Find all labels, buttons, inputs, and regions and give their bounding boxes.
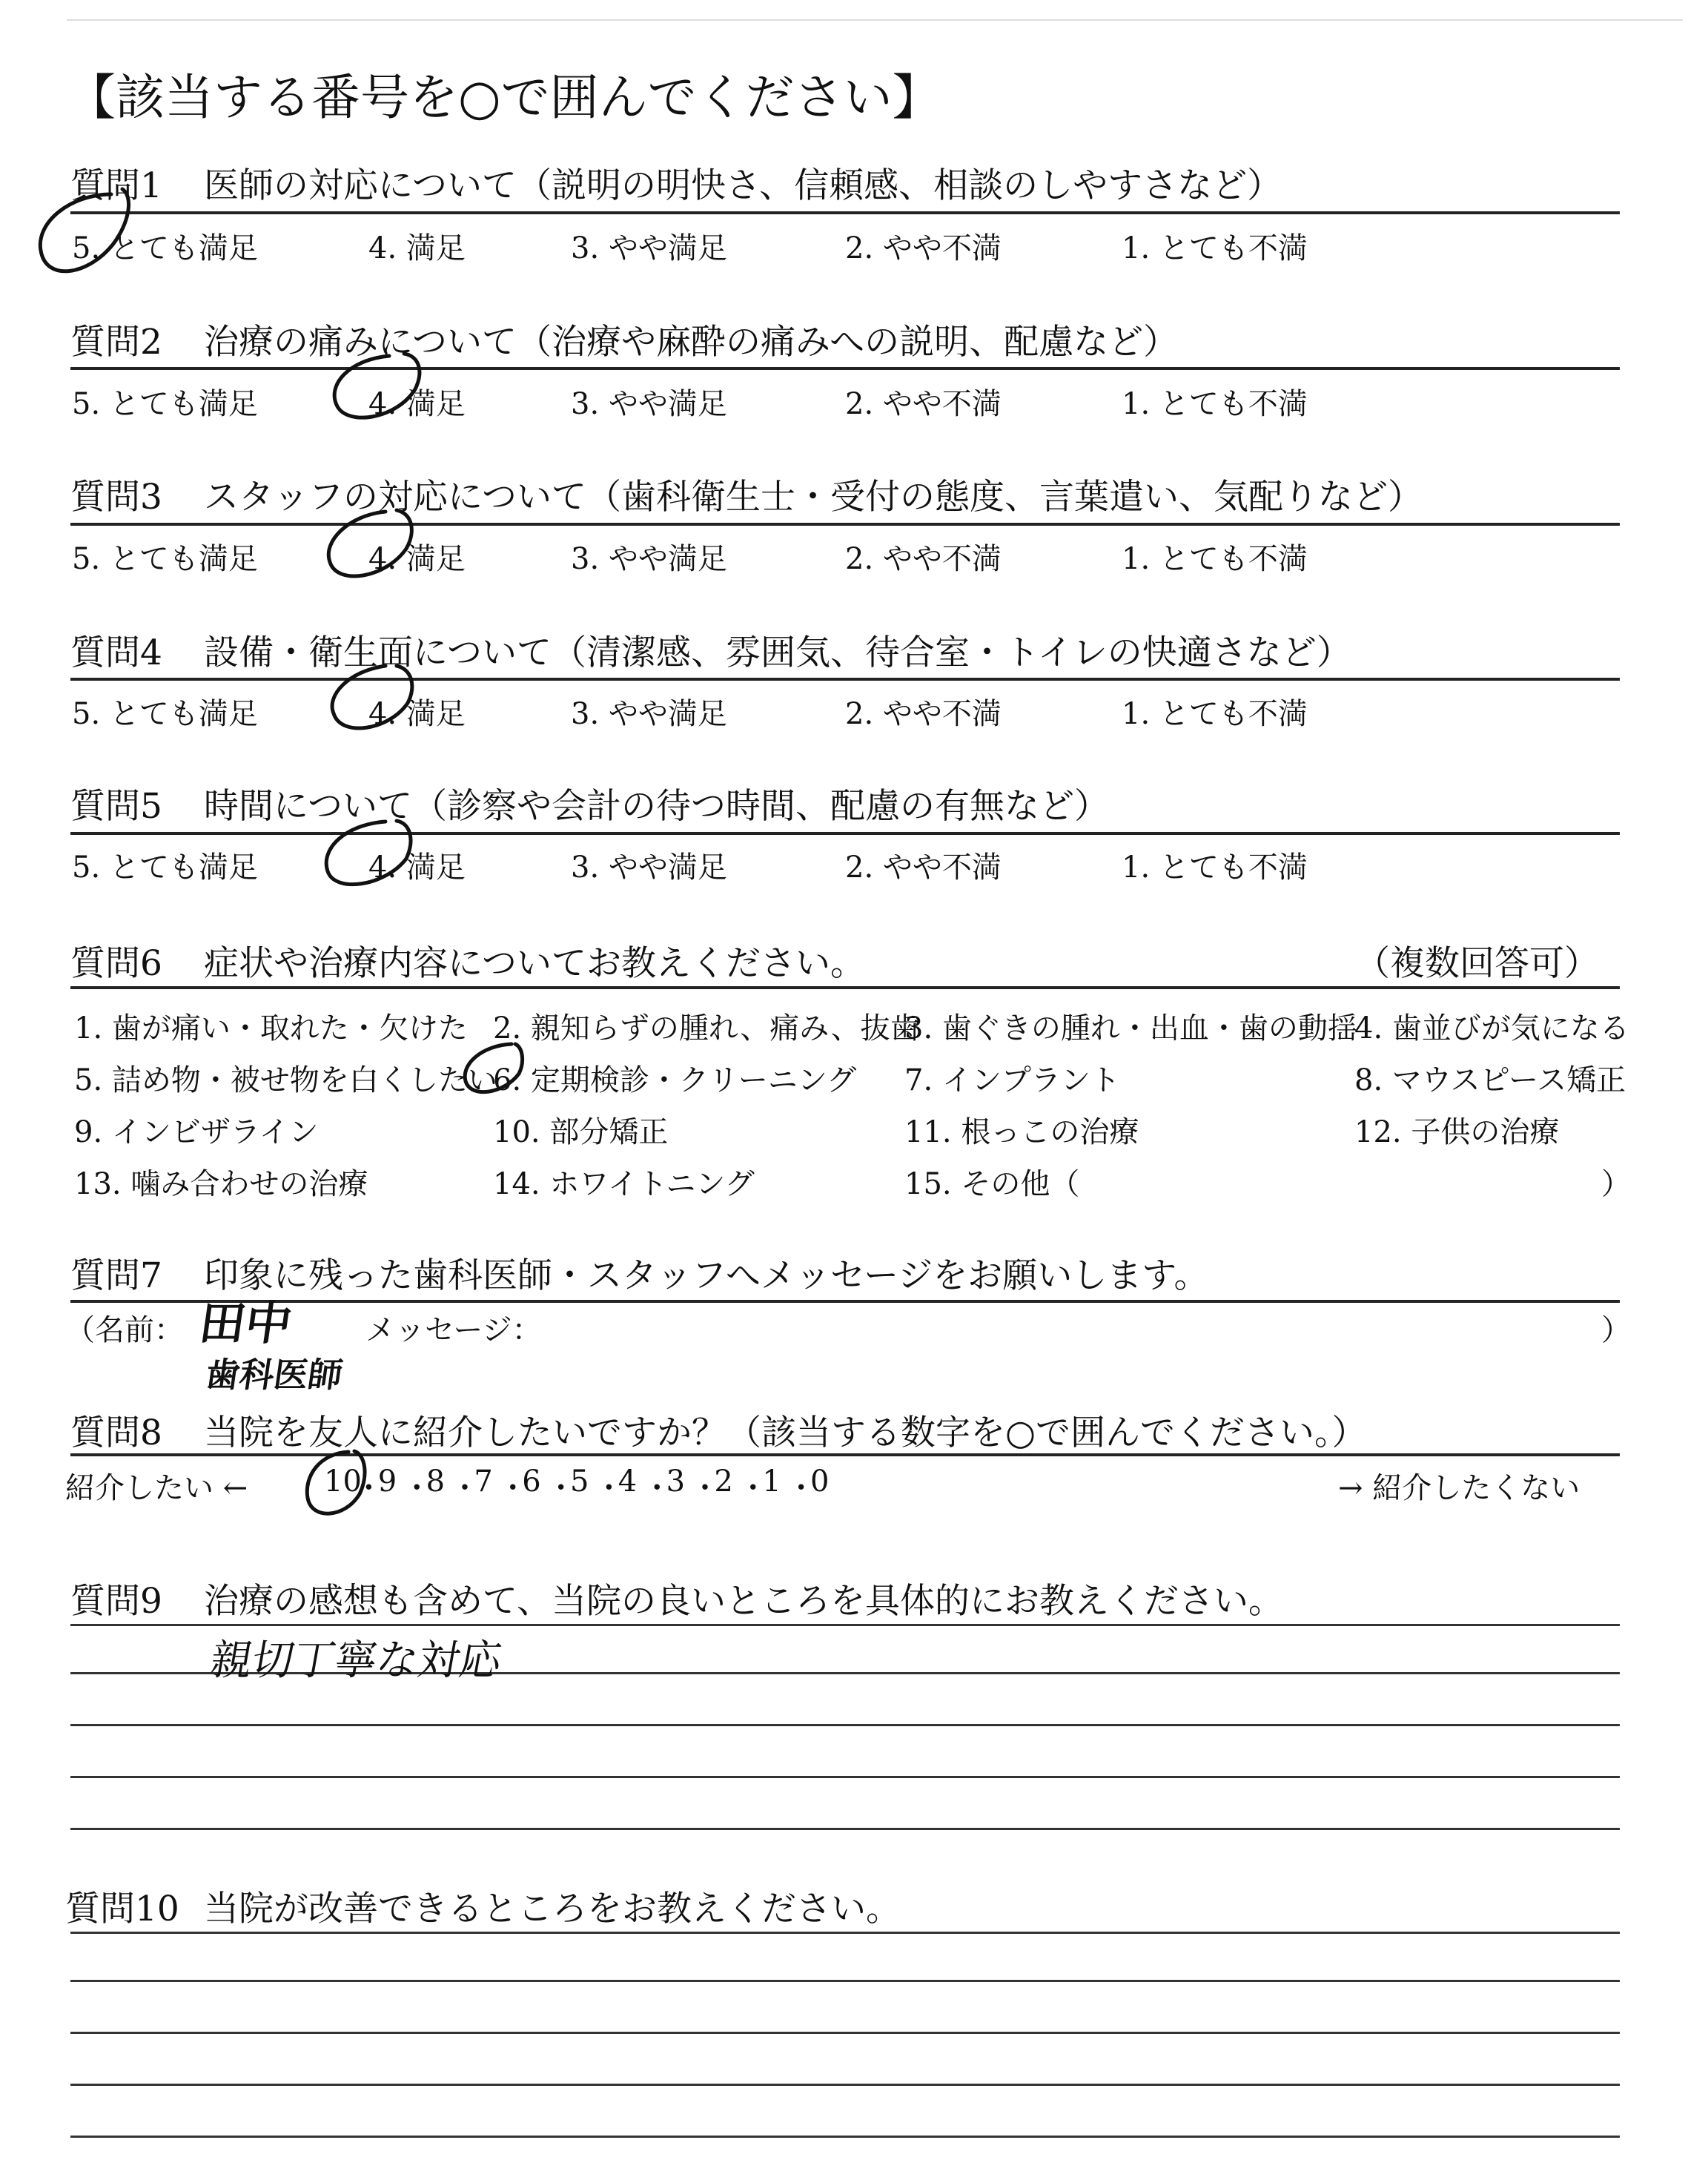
q4-opt-4[interactable]: 4. 満足 [368,697,466,731]
scale-separator: ・ [402,1471,432,1505]
q7-rule [70,1300,1620,1303]
scale-value-7[interactable]: 7 [474,1464,493,1499]
scale-value-9[interactable]: 9 [377,1464,397,1499]
q5-text: 時間について（診察や会計の待つ時間、配慮の有無など） [204,786,1110,827]
page-title: 【該当する番号を○で囲んでください】 [67,69,941,126]
q4-opt-3[interactable]: 3. やや満足 [571,697,727,731]
q10-text: 当院が改善できるところをお教えください。 [204,1889,901,1929]
q9-line-5 [70,1828,1620,1830]
q6-item-12[interactable]: 12. 子供の治療 [1354,1115,1560,1149]
q6-item-6[interactable]: 6. 定期検診・クリーニング [493,1063,857,1097]
q3-rule [70,523,1620,526]
scale-separator: ・ [450,1471,480,1505]
q3-opt-3[interactable]: 3. やや満足 [571,542,727,576]
q5-opt-4[interactable]: 4. 満足 [368,851,466,885]
q1-opt-2[interactable]: 2. やや不満 [845,231,1002,265]
scale-separator: ・ [738,1471,768,1505]
q4-text: 設備・衛生面について（清潔感、雰囲気、待合室・トイレの快適さなど） [204,633,1351,673]
scale-separator: ・ [690,1471,720,1505]
q5-opt-3[interactable]: 3. やや満足 [571,851,727,885]
q2-opt-4[interactable]: 4. 満足 [368,387,466,421]
scale-separator: ・ [786,1471,816,1505]
q1-label: 質問1 [70,165,162,206]
q6-label: 質問6 [70,943,162,984]
q4-opt-1[interactable]: 1. とても不満 [1122,697,1308,731]
q4-opt-2[interactable]: 2. やや不満 [845,697,1002,731]
scale-value-4[interactable]: 4 [618,1464,638,1499]
scale-value-3[interactable]: 3 [666,1464,686,1499]
q3-opt-5[interactable]: 5. とても満足 [72,542,258,576]
q6-item-15-close: ） [1601,1167,1631,1201]
q8-left-label: 紹介したい ← [65,1471,248,1505]
q5-rule [70,832,1620,835]
q10-label: 質問10 [65,1889,179,1929]
q10-line-2 [70,1980,1620,1982]
q2-opt-2[interactable]: 2. やや不満 [845,387,1002,421]
scale-value-5[interactable]: 5 [570,1464,589,1499]
q10-line-4 [70,2084,1620,2086]
scale-separator: ・ [546,1471,576,1505]
q6-item-15[interactable]: 15. その他（ [904,1167,1080,1201]
q5-opt-2[interactable]: 2. やや不満 [845,851,1002,885]
q6-item-8[interactable]: 8. マウスピース矯正 [1354,1063,1626,1097]
q6-item-9[interactable]: 9. インビザライン [74,1115,319,1149]
q6-item-5[interactable]: 5. 詰め物・被せ物を白くしたい [74,1063,497,1097]
q4-opt-5[interactable]: 5. とても満足 [72,697,258,731]
q10-line-3 [70,2032,1620,2034]
q3-opt-1[interactable]: 1. とても不満 [1122,542,1308,576]
q1-opt-4[interactable]: 4. 満足 [368,231,466,265]
scale-value-1[interactable]: 1 [762,1464,781,1499]
q9-line-4 [70,1776,1620,1778]
q8-rule [70,1453,1620,1456]
q7-name-label: （名前： [65,1313,184,1347]
scale-separator: ・ [354,1471,384,1505]
q2-opt-1[interactable]: 1. とても不満 [1122,387,1308,421]
q9-label: 質問9 [70,1581,162,1622]
scale-separator: ・ [497,1471,528,1505]
q7-text: 印象に残った歯科医師・スタッフへメッセージをお願いします。 [204,1255,1209,1296]
q5-label: 質問5 [70,786,162,827]
q2-label: 質問2 [70,322,162,363]
q3-text: スタッフの対応について（歯科衛生士・受付の態度、言葉遣い、気配りなど） [204,477,1423,518]
q9-line-1 [70,1624,1620,1626]
q9-line-3 [70,1724,1620,1726]
q9-text: 治療の感想も含めて、当院の良いところを具体的にお教えください。 [204,1581,1284,1622]
q6-note: （複数回答可） [1355,943,1599,984]
q2-rule [70,367,1620,370]
q4-rule [70,678,1620,681]
q1-rule [70,211,1620,214]
q4-label: 質問4 [70,633,162,673]
q6-item-14[interactable]: 14. ホワイトニング [493,1167,755,1201]
scale-value-0[interactable]: 0 [810,1464,830,1499]
q6-item-11[interactable]: 11. 根っこの治療 [904,1115,1139,1149]
q1-opt-3[interactable]: 3. やや満足 [571,231,727,265]
q6-item-1[interactable]: 1. 歯が痛い・取れた・欠けた [74,1011,468,1046]
q8-text: 当院を友人に紹介したいですか？（該当する数字を○で囲んでください。） [204,1413,1367,1453]
q5-opt-1[interactable]: 1. とても不満 [1122,851,1308,885]
q6-item-10[interactable]: 10. 部分矯正 [493,1115,669,1149]
handwritten-role: 歯科医師 [202,1355,345,1395]
q7-message-label: メッセージ： [365,1313,542,1347]
q7-close: ） [1601,1313,1631,1347]
q1-opt-1[interactable]: 1. とても不満 [1122,231,1308,265]
q10-line-5 [70,2136,1620,2138]
q8-right-label: → 紹介したくない [1338,1471,1580,1505]
scale-value-10[interactable]: 10 [324,1464,362,1499]
q9-answer[interactable]: 親切丁寧な対応 [206,1636,506,1685]
q2-text: 治療の痛みについて（治療や麻酔の痛みへの説明、配慮など） [204,322,1179,363]
scale-value-2[interactable]: 2 [714,1464,733,1499]
q6-item-7[interactable]: 7. インプラント [904,1063,1120,1097]
q6-item-13[interactable]: 13. 噛み合わせの治療 [74,1167,368,1201]
q3-opt-4[interactable]: 4. 満足 [368,542,466,576]
q1-text: 医師の対応について（説明の明快さ、信頼感、相談のしやすさなど） [204,165,1282,206]
q6-item-2[interactable]: 2. 親知らずの腫れ、痛み、抜歯 [493,1011,920,1046]
q10-line-1 [70,1932,1620,1934]
q1-opt-5[interactable]: 5. とても満足 [72,231,258,265]
q6-item-4[interactable]: 4. 歯並びが気になる [1354,1011,1629,1046]
q2-opt-5[interactable]: 5. とても満足 [72,387,258,421]
scale-value-8[interactable]: 8 [426,1464,446,1499]
q3-opt-2[interactable]: 2. やや不満 [845,542,1002,576]
handwritten-name: 田中 [196,1296,296,1350]
q8-label: 質問8 [70,1413,162,1453]
q5-opt-5[interactable]: 5. とても満足 [72,851,258,885]
q6-rule [70,986,1620,989]
scale-value-6[interactable]: 6 [522,1464,541,1499]
q2-opt-3[interactable]: 3. やや満足 [571,387,727,421]
q7-label: 質問7 [70,1255,162,1296]
scan-edge [67,19,1683,21]
q6-item-3[interactable]: 3. 歯ぐきの腫れ・出血・歯の動揺 [904,1011,1357,1046]
scale-separator: ・ [642,1471,672,1505]
scale-separator: ・ [594,1471,624,1505]
q3-label: 質問3 [70,477,162,518]
q6-text: 症状や治療内容についてお教えください。 [204,943,866,984]
